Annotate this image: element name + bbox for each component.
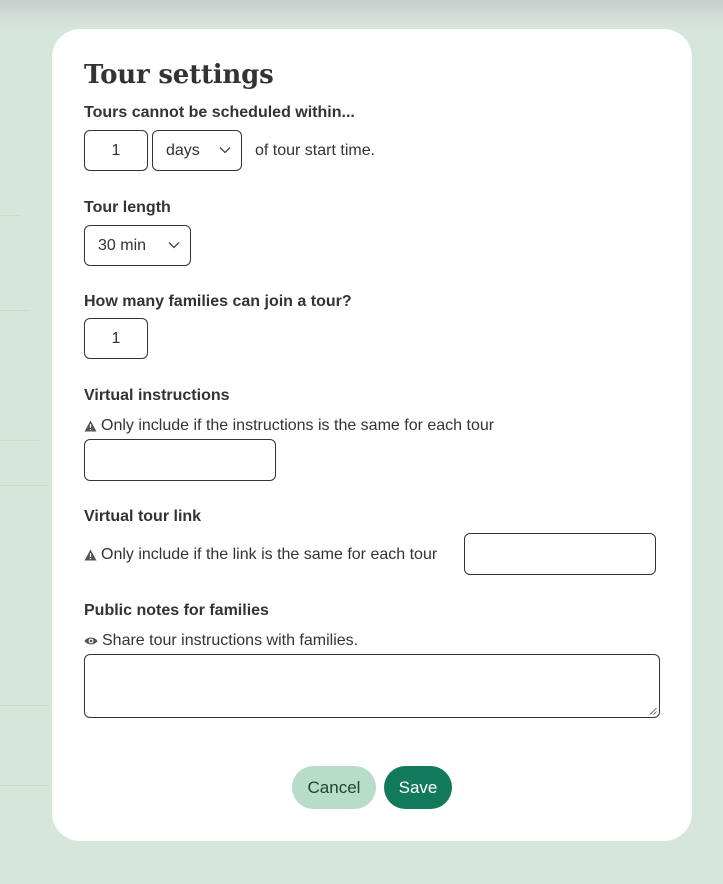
public-notes-label: Public notes for families <box>84 602 269 619</box>
background-content <box>0 485 50 486</box>
resize-handle-icon[interactable] <box>649 707 657 715</box>
schedule-window-value: 1 <box>111 141 121 159</box>
virtual-instructions-label: Virtual instructions <box>84 387 230 404</box>
chevron-down-icon <box>219 146 231 154</box>
warning-icon <box>84 420 97 432</box>
tour-length-select[interactable] <box>84 225 191 266</box>
schedule-window-suffix: of tour start time. <box>255 142 376 159</box>
warning-icon <box>84 549 97 561</box>
background-content <box>0 705 50 706</box>
schedule-unit-select[interactable] <box>152 130 242 171</box>
save-button[interactable]: Save <box>384 766 452 809</box>
families-per-tour-label: How many families can join a tour? <box>84 293 352 310</box>
tour-length-label: Tour length <box>84 199 171 216</box>
eye-icon <box>84 636 98 646</box>
schedule-unit-value: days <box>166 141 200 159</box>
background-content <box>0 310 30 311</box>
public-notes-note <box>84 632 358 650</box>
virtual-tour-link-input[interactable] <box>464 533 656 575</box>
background-content <box>0 440 40 441</box>
background-content <box>0 215 20 216</box>
tour-settings-dialog <box>52 29 692 841</box>
virtual-instructions-note-text: Only include if the instructions is the same for each tour <box>101 417 495 434</box>
public-notes-textarea[interactable] <box>84 654 660 718</box>
cancel-button[interactable]: Cancel <box>292 766 376 809</box>
tour-length-value: 30 min <box>98 236 147 254</box>
schedule-window-input[interactable] <box>84 130 148 171</box>
dialog-title: Tour settings <box>84 60 274 90</box>
public-notes-note-text: Share tour instructions with families. <box>102 632 359 649</box>
background-content <box>0 785 50 786</box>
virtual-tour-link-label: Virtual tour link <box>84 508 202 525</box>
virtual-instructions-input[interactable] <box>84 439 276 481</box>
virtual-tour-link-note <box>84 546 437 564</box>
virtual-instructions-note <box>84 417 494 435</box>
families-per-tour-value: 1 <box>111 329 121 347</box>
chevron-down-icon <box>168 241 180 249</box>
virtual-tour-link-note-text: Only include if the link is the same for each tour <box>101 546 438 563</box>
families-per-tour-input[interactable] <box>84 318 148 359</box>
schedule-window-label: Tours cannot be scheduled within... <box>84 104 355 121</box>
